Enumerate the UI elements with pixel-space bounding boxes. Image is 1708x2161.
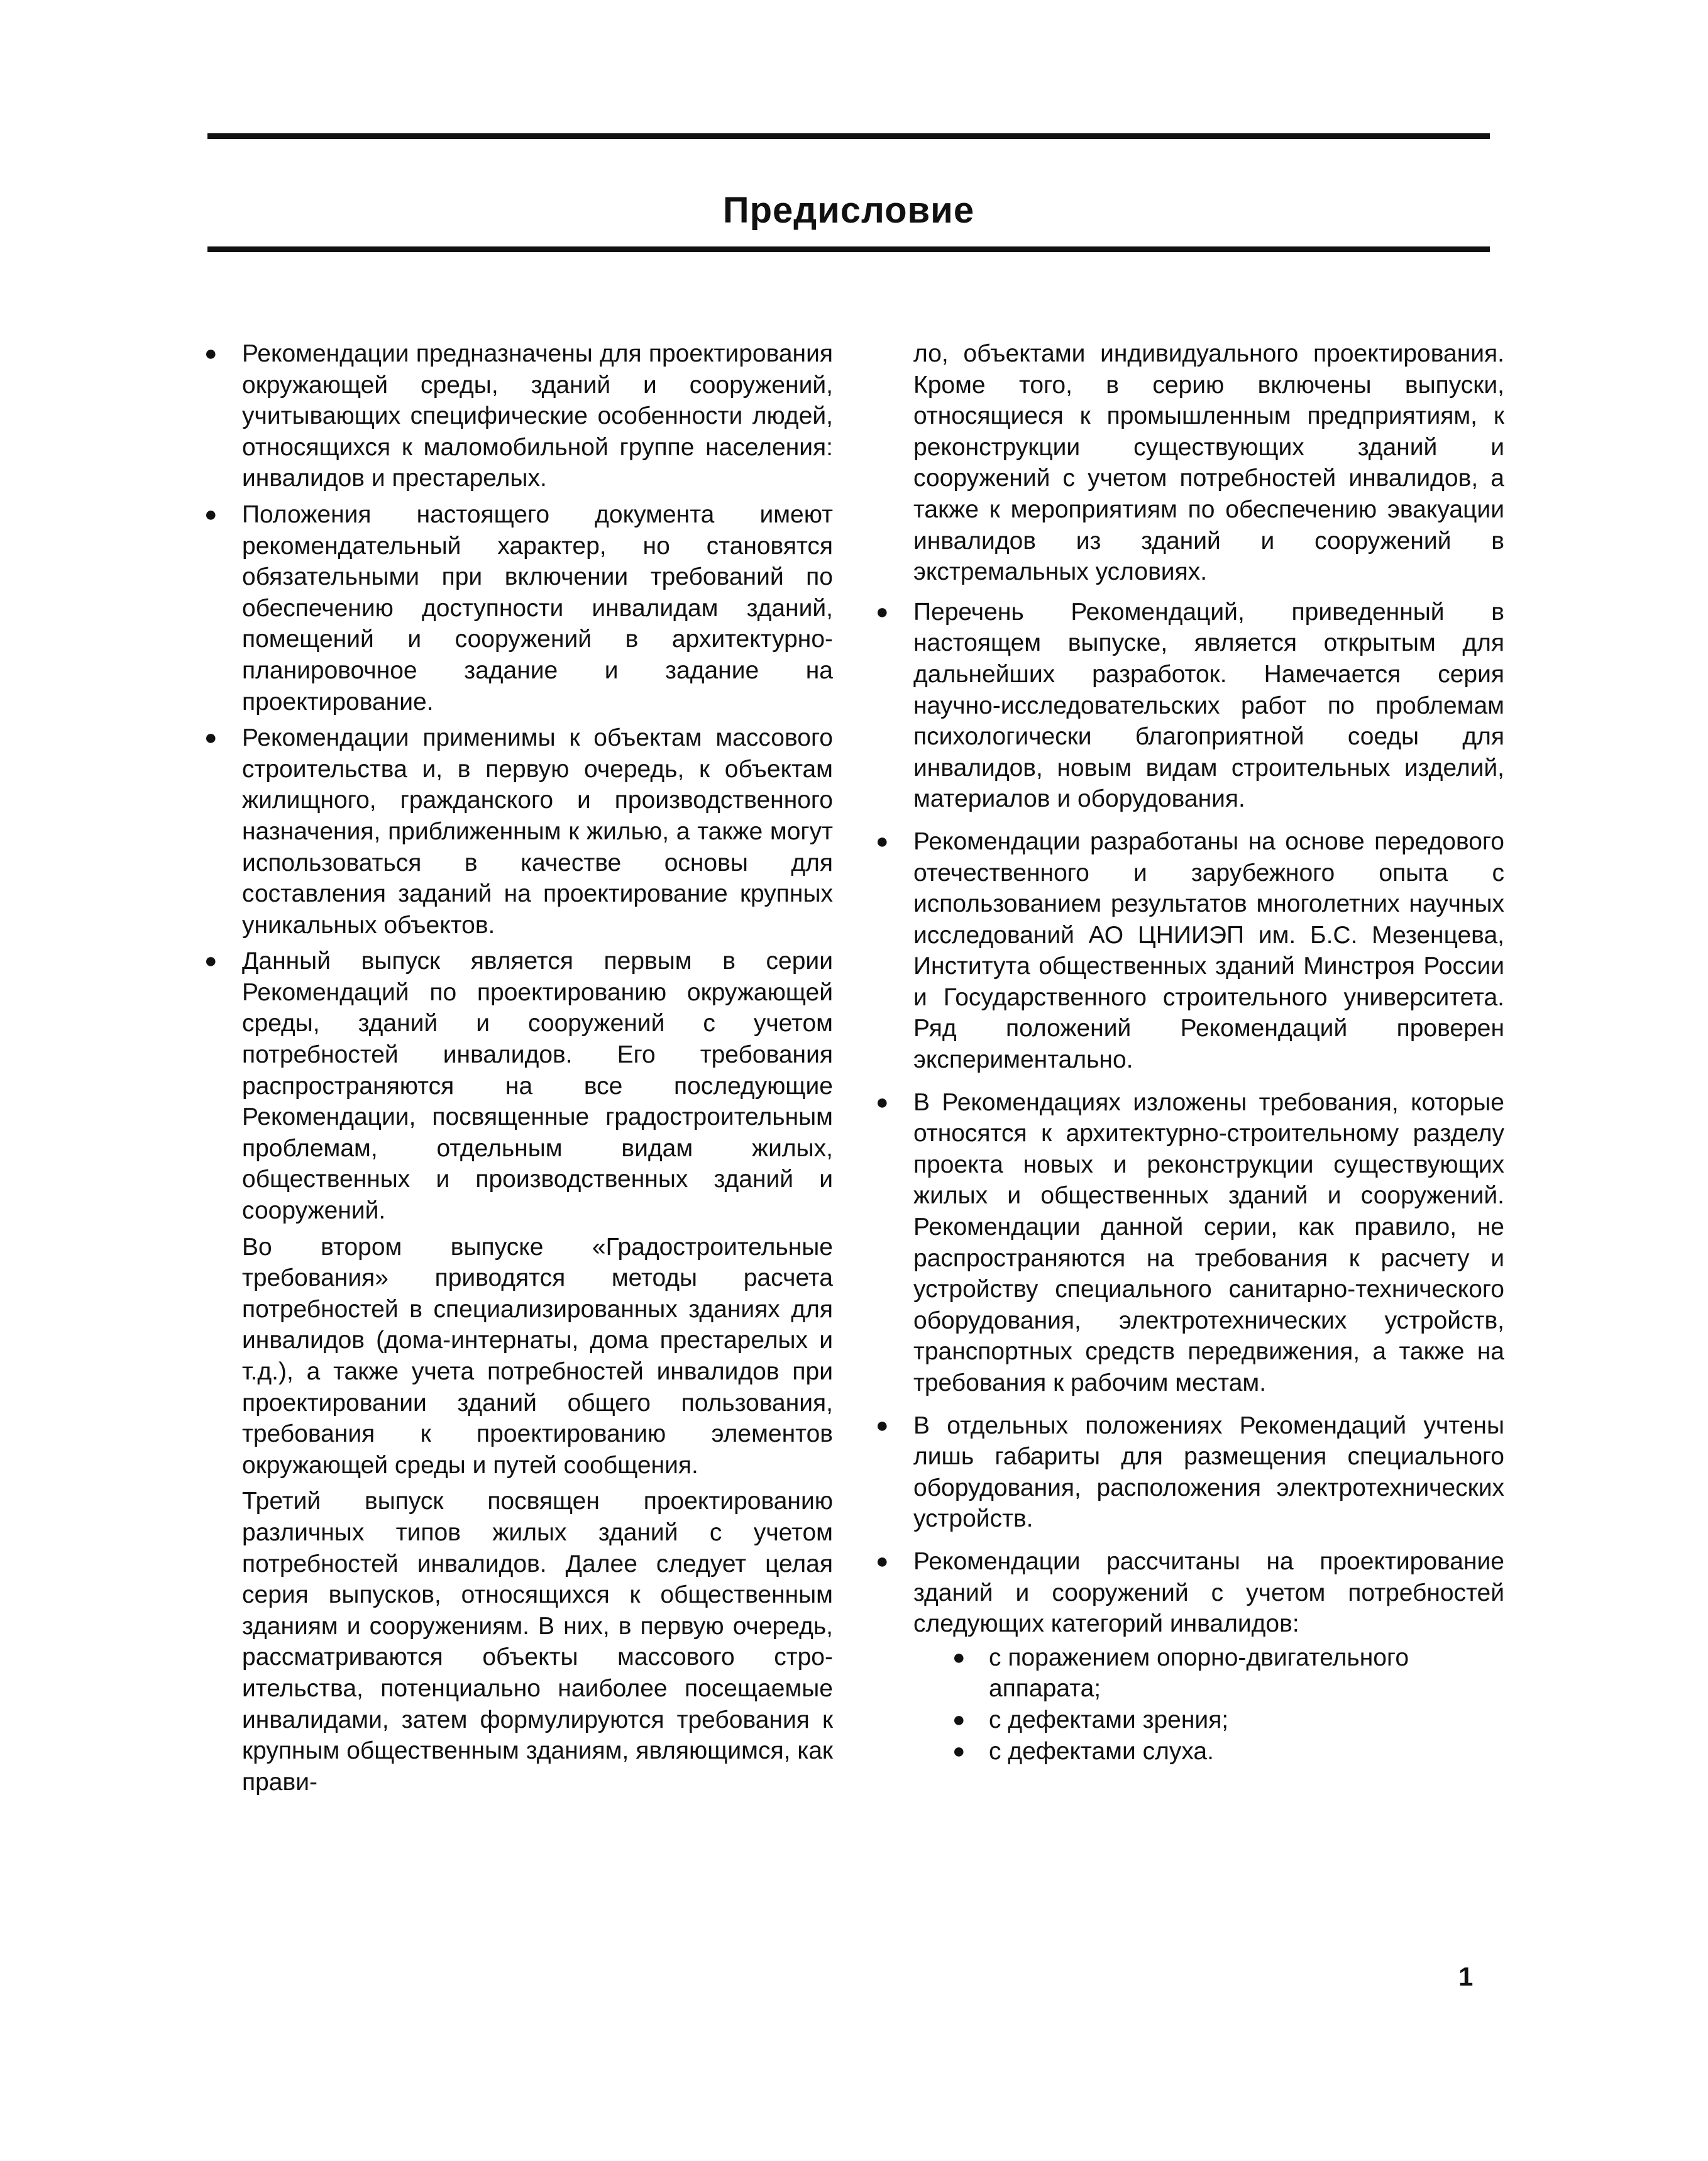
bullet-icon: ● (204, 726, 218, 750)
sublist-item (952, 1705, 1504, 1736)
bullet-icon: ● (952, 1707, 966, 1732)
bullet-icon: ● (204, 341, 218, 365)
list-item-text: Рекомендации предназначены для проектирования окружающей среды, зданий и сооружений, учитывающих специфические особенности людей, относящихся к маломобильной группе населения: инвалидов и престарелых. (242, 340, 833, 492)
bullet-icon: ● (876, 829, 889, 853)
sublist-item (952, 1736, 1504, 1767)
list-item-text: Рекомендации разработаны на основе передового отечественного и зарубежного опыта с использованием результатов многолетних научных исследований АО ЦНИИЭП им. Б.С. Мезенцева, Института общественных зданий Минстроя России и Государственного строительного университета. Ряд положений Рекомендаций проверен экспериментально. (913, 827, 1504, 1074)
list-item-text: Положения настоящего документа имеют рекомендательный характер, но становятся обязательными при включении требований по обеспечению доступности инвалидам зданий, помещений и сооружений в архитектурно-планировочное задание и задание на проектирование. (242, 500, 833, 716)
list-item (876, 1410, 1504, 1535)
continuation-paragraph: ло, объектами индивидуального проектирования. Кроме того, в серию включены выпуски, относящиеся к промышленным предприятиям, к реконструкции существующих зданий и сооружений с учетом потребностей инвалидов, а также к мероприятиям по обеспечению эвакуации инвалидов из зданий и сооружений в экстремальных условиях. (913, 340, 1504, 586)
list-item-text: В отдельных положениях Рекомендаций учтены лишь габариты для размещения специального оборудования, расположения электротехнических устройств. (913, 1412, 1504, 1533)
page-title: Предисловие (722, 189, 975, 231)
sublist-item-text: с дефектами слуха. (989, 1737, 1214, 1765)
category-sublist (952, 1642, 1504, 1767)
bullet-icon: ● (876, 1549, 889, 1573)
bullet-icon: ● (876, 599, 889, 624)
left-column (204, 338, 833, 1803)
list-item-text: Рекомендации применимы к объектам массового строительства и, в первую очередь, к объектам жилищного, гражданского и производственного назначения, приближенным к жилью, а также могут использоваться в качестве основы для составления заданий на проектирование крупных уникальных объектов. (242, 724, 833, 939)
bullet-icon: ● (952, 1645, 966, 1669)
page-number: 1 (1458, 1962, 1474, 1991)
list-item (204, 499, 833, 717)
paragraph: Во втором выпуске «Градостроительные требования» приводятся методы расчета потребностей в специализированных зданиях для инвалидов (дома-интернаты, дома престарелых и т.д.), а также учета потребностей инвалидов при проектировании зданий общего пользования, требования к проектированию элементов окружающей среды и путей сообщения. (242, 1233, 833, 1479)
list-item (204, 946, 833, 1226)
sublist-item (952, 1642, 1504, 1705)
list-item (204, 338, 833, 494)
bullet-icon: ● (952, 1738, 966, 1763)
sublist-item-text: с поражением опорно-двигательного аппарата; (989, 1644, 1409, 1703)
bullet-icon: ● (204, 502, 218, 526)
top-rule (207, 133, 1490, 139)
right-column (876, 338, 1504, 1767)
list-item (876, 597, 1504, 815)
list-item-text: В Рекомендациях изложены требования, которые относятся к архитектурно-строительному разделу проекта новых и реконструкции существующих жилых и общественных зданий и сооружений. Рекомендации данной серии, как правило, не распространяются на требования к расчету и устройству специального санитарно-технического оборудования, электротехнических устройств, транспортных средств передвижения, а также на требования к рабочим местам. (913, 1088, 1504, 1396)
paragraph: Третий выпуск посвящен проектированию различных типов жилых зданий с учетом потребностей инвалидов. Далее следует целая серия выпусков, относящихся к общественным зданиям и сооружениям. В них, в первую очередь, рассматриваются объекты массового строительства, потенциально наиболее посещаемые инвалидами, затем формулируются требования к крупным общественным зданиям, являющимся, как прави- (242, 1488, 833, 1796)
list-item-text: Данный выпуск является первым в серии Рекомендаций по проектированию окружающей среды, зданий и сооружений с учетом потребностей инвалидов. Его требования распространяются на все последующие Рекомендации, посвященные градостроительным проблемам, отдельным видам жилых, общественных и производственных зданий и сооружений. (242, 948, 833, 1225)
list-item (204, 722, 833, 941)
list-item (876, 1087, 1504, 1399)
list-item (876, 1546, 1504, 1640)
list-item-text: Перечень Рекомендаций, приведенный в настоящем выпуске, является открытым для дальнейших разработок. Намечается серия научно-исследовательских работ по проблемам психологически благоприятной соеды для инвалидов, новым видам строительных изделий, материалов и оборудования. (913, 598, 1504, 813)
bullet-icon: ● (876, 1090, 889, 1114)
bullet-icon: ● (876, 1413, 889, 1437)
bottom-rule (207, 246, 1490, 252)
list-item-text: Рекомендации рассчитаны на проектирование зданий и сооружений с учетом потребностей следующих категорий инвалидов: (913, 1547, 1504, 1638)
sublist-item-text: с дефектами зрения; (989, 1706, 1229, 1733)
list-item (876, 826, 1504, 1076)
bullet-icon: ● (204, 949, 218, 973)
